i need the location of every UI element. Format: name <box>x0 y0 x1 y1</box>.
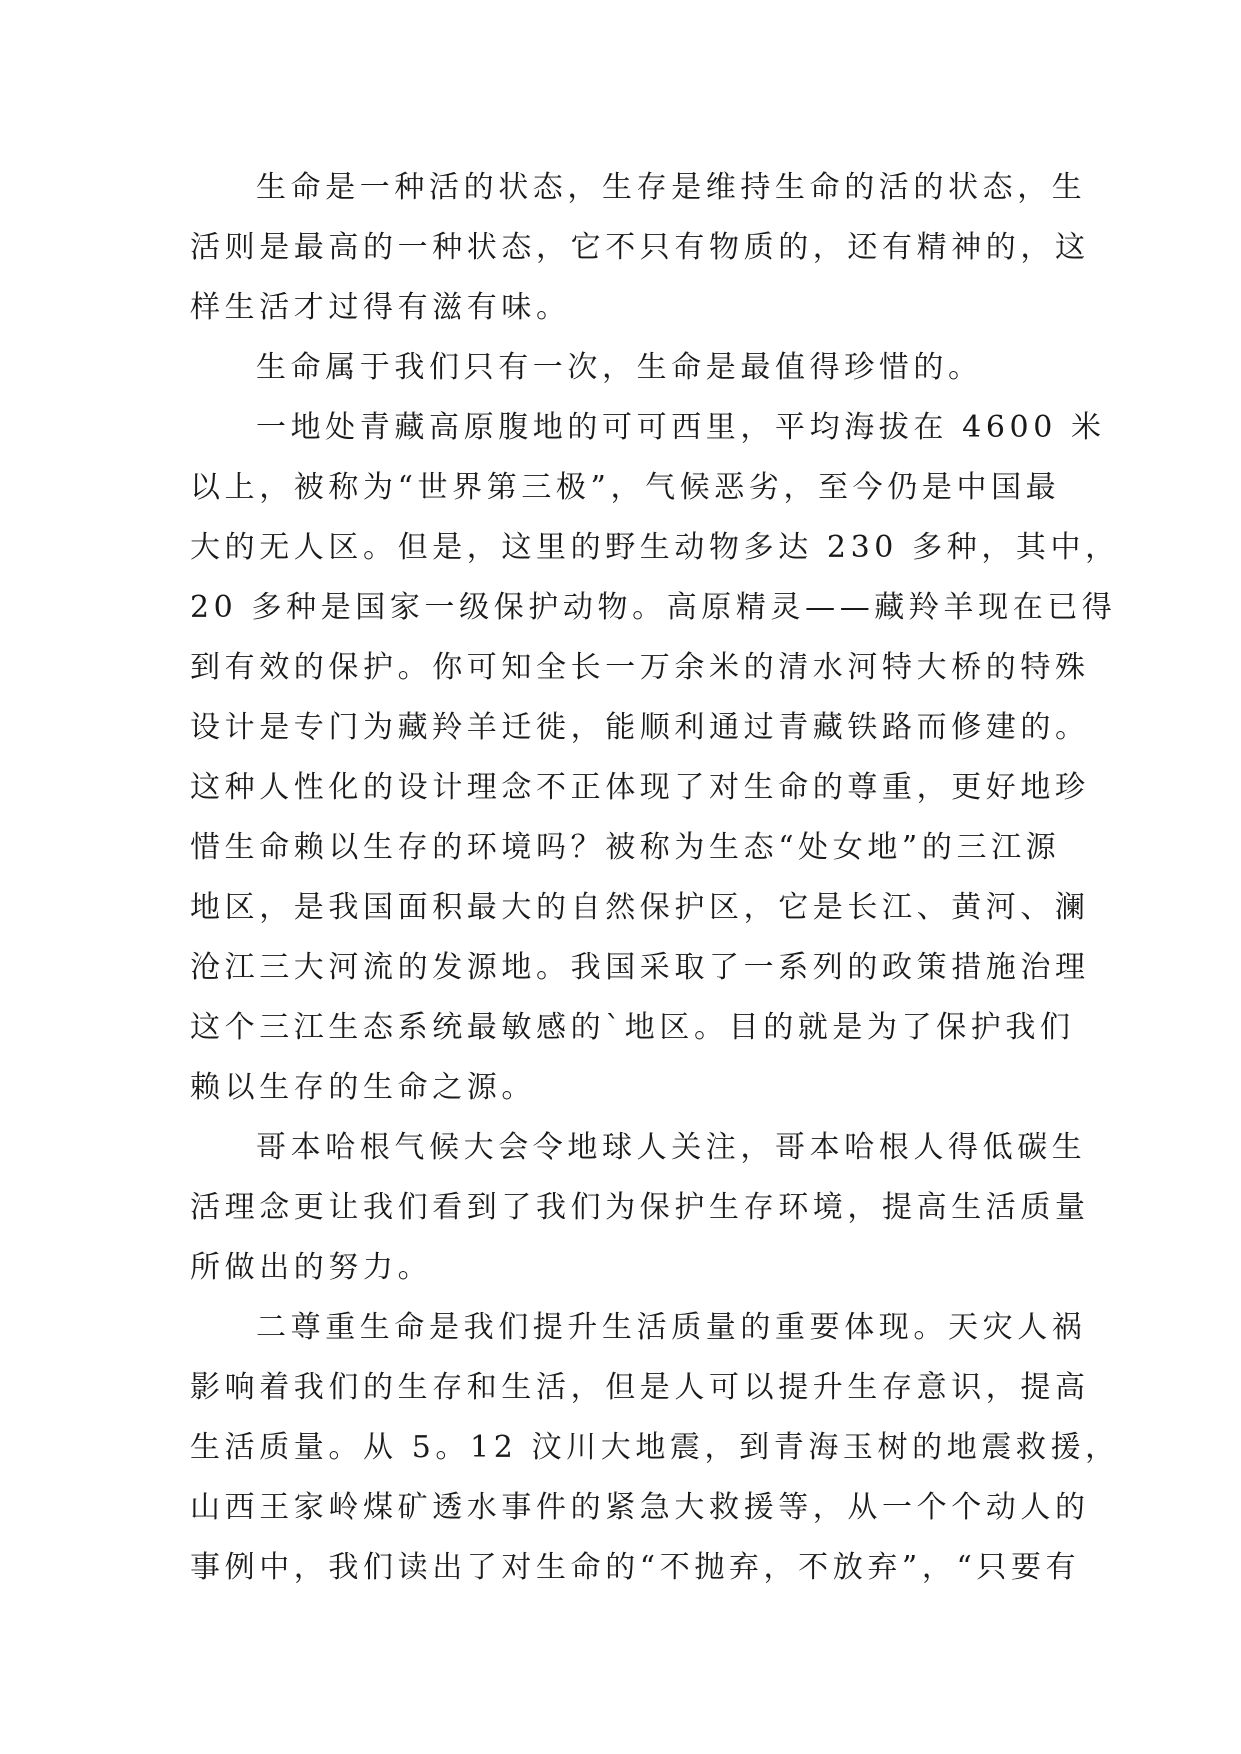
text-line: 沧江三大河流的发源地。我国采取了一系列的政策措施治理 <box>190 950 1090 985</box>
text-line: 这个三江生态系统最敏感的`地区。目的就是为了保护我们 <box>190 1010 1075 1045</box>
text-line: 这种人性化的设计理念不正体现了对生命的尊重，更好地珍 <box>190 770 1090 805</box>
text-line: 山西王家岭煤矿透水事件的紧急大救援等，从一个个动人的 <box>190 1490 1090 1525</box>
text-line: 哥本哈根气候大会令地球人关注，哥本哈根人得低碳生 <box>256 1130 1087 1165</box>
text-line: 地区，是我国面积最大的自然保护区，它是长江、黄河、澜 <box>190 890 1090 925</box>
text-line: 20 多种是国家一级保护动物。高原精灵——藏羚羊现在已得 <box>190 590 1117 625</box>
text-line: 活理念更让我们看到了我们为保护生存环境，提高生活质量 <box>190 1190 1090 1225</box>
text-line: 到有效的保护。你可知全长一万余米的清水河特大桥的特殊 <box>190 650 1090 685</box>
text-line: 生命是一种活的状态，生存是维持生命的活的状态，生 <box>256 170 1087 205</box>
text-line: 一地处青藏高原腹地的可可西里，平均海拔在 4600 米 <box>256 410 1106 445</box>
text-line: 生活质量。从 5。12 汶川大地震，到青海玉树的地震救援， <box>190 1430 1120 1465</box>
text-line: 生命属于我们只有一次，生命是最值得珍惜的。 <box>256 350 983 385</box>
text-line: 二尊重生命是我们提升生活质量的重要体现。天灾人祸 <box>256 1310 1087 1345</box>
text-line: 影响着我们的生存和生活，但是人可以提升生存意识，提高 <box>190 1370 1090 1405</box>
text-line: 以上，被称为“世界第三极”，气候恶劣，至今仍是中国最 <box>190 470 1061 505</box>
text-line: 活则是最高的一种状态，它不只有物质的，还有精神的，这 <box>190 230 1090 265</box>
text-line: 样生活才过得有滋有味。 <box>190 290 571 325</box>
text-line: 赖以生存的生命之源。 <box>190 1070 536 1105</box>
text-line: 事例中，我们读出了对生命的“不抛弃，不放弃”，“只要有 <box>190 1550 1081 1585</box>
text-line: 大的无人区。但是，这里的野生动物多达 230 多种，其中， <box>190 530 1120 565</box>
document-body <box>190 158 1120 1598</box>
text-line: 惜生命赖以生存的环境吗？被称为生态“处女地”的三江源 <box>190 830 1061 865</box>
text-line: 设计是专门为藏羚羊迁徙，能顺利通过青藏铁路而修建的。 <box>190 710 1090 745</box>
text-line: 所做出的努力。 <box>190 1250 433 1285</box>
